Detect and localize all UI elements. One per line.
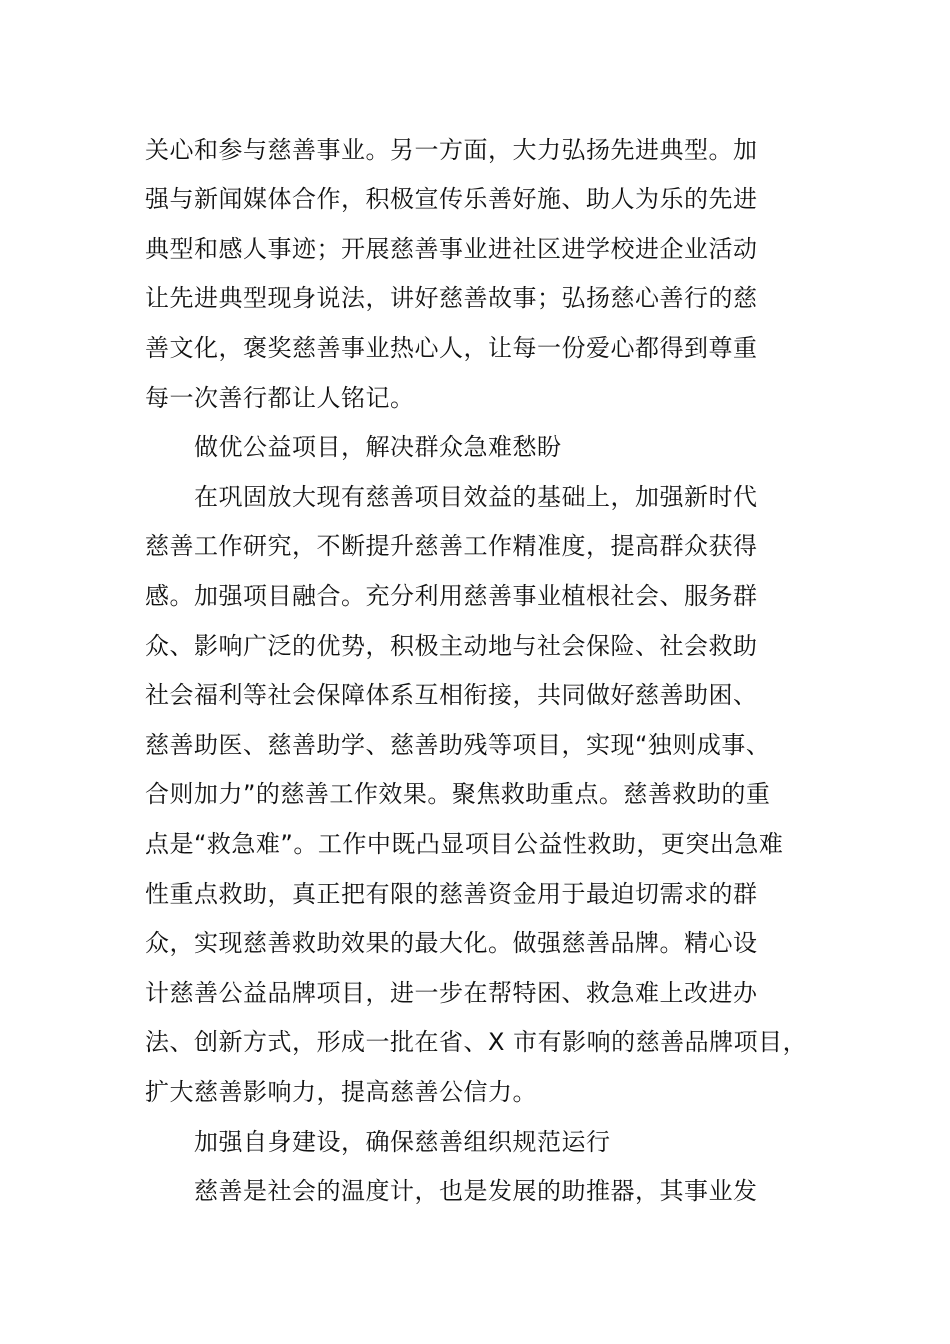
paragraph-line: 慈善工作研究，不断提升慈善工作精准度，提高群众获得 bbox=[145, 532, 758, 560]
paragraph-line: 扩大慈善影响力，提高慈善公信力。 bbox=[145, 1078, 537, 1106]
paragraph-line: 典型和感人事迹；开展慈善事业进社区进学校进企业活动 bbox=[145, 235, 758, 263]
paragraph-line: 让先进典型现身说法，讲好慈善故事；弘扬慈心善行的慈 bbox=[145, 284, 758, 312]
paragraph-line: 社会福利等社会保障体系互相衔接，共同做好慈善助困、 bbox=[145, 681, 758, 709]
paragraph-line: 在巩固放大现有慈善项目效益的基础上，加强新时代 bbox=[194, 483, 758, 511]
paragraph-line: 善文化，褒奖慈善事业热心人，让每一份爱心都得到尊重 bbox=[145, 334, 758, 362]
paragraph-line: 强与新闻媒体合作，积极宣传乐善好施、助人为乐的先进 bbox=[145, 185, 758, 213]
paragraph-line: 性重点救助，真正把有限的慈善资金用于最迫切需求的群 bbox=[145, 880, 758, 908]
paragraph-line: 感。加强项目融合。充分利用慈善事业植根社会、服务群 bbox=[145, 582, 758, 610]
paragraph-line: 关心和参与慈善事业。另一方面，大力弘扬先进典型。加 bbox=[145, 136, 758, 164]
section-heading: 做优公益项目，解决群众急难愁盼 bbox=[194, 433, 562, 461]
paragraph-line: 慈善是社会的温度计，也是发展的助推器，其事业发 bbox=[194, 1177, 758, 1205]
paragraph-line: 每一次善行都让人铭记。 bbox=[145, 384, 415, 412]
section-heading: 加强自身建设，确保慈善组织规范运行 bbox=[194, 1128, 611, 1156]
paragraph-line: 计慈善公益品牌项目，进一步在帮特困、救急难上改进办 bbox=[145, 979, 758, 1007]
paragraph-line: 法、创新方式，形成一批在省、X 市有影响的慈善品牌项目， bbox=[145, 1028, 808, 1056]
paragraph-line: 点是“救急难”。工作中既凸显项目公益性救助，更突出急难 bbox=[145, 830, 784, 858]
paragraph-line: 众、影响广泛的优势，积极主动地与社会保险、社会救助 bbox=[145, 632, 758, 660]
paragraph-line: 众，实现慈善救助效果的最大化。做强慈善品牌。精心设 bbox=[145, 929, 758, 957]
paragraph-line: 慈善助医、慈善助学、慈善助残等项目，实现“独则成事、 bbox=[145, 731, 771, 759]
paragraph-line: 合则加力”的慈善工作效果。聚焦救助重点。慈善救助的重 bbox=[145, 780, 771, 808]
